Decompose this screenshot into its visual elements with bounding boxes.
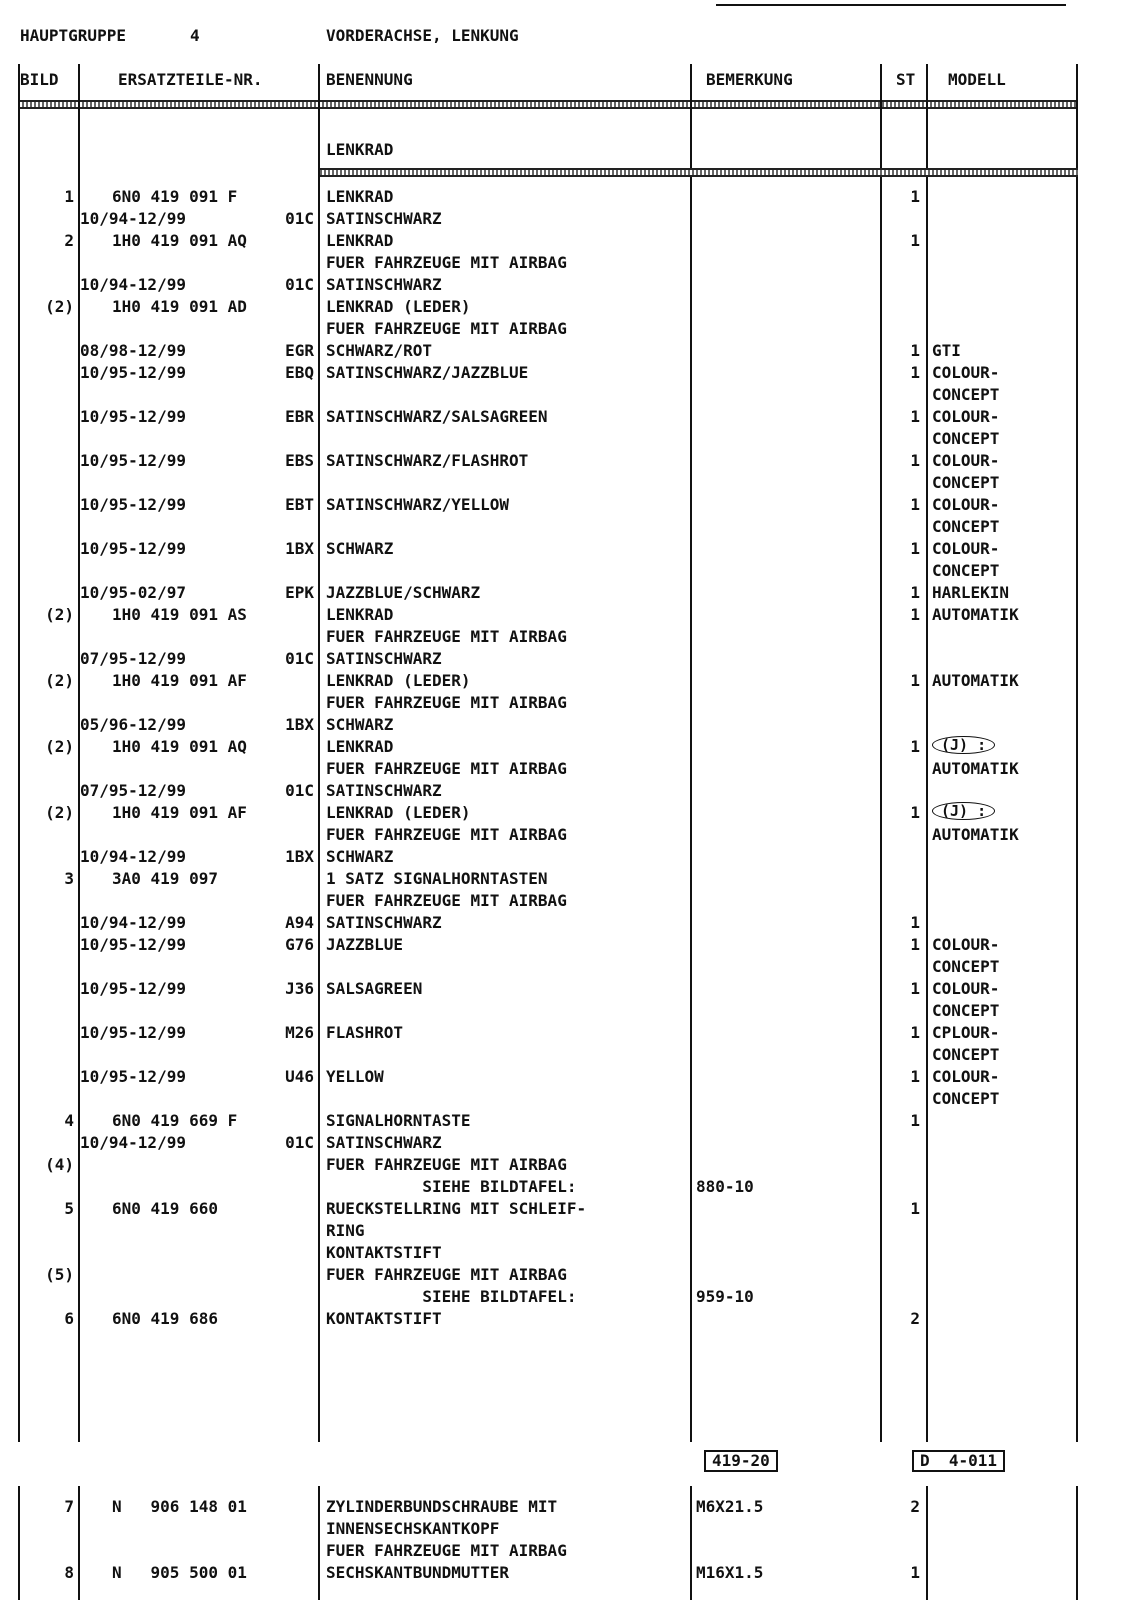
table-row [0,1286,1147,1308]
cell-color-code: G76 [285,935,314,954]
table-row [0,582,1147,604]
cell-quantity: 1 [910,451,920,470]
table-row [0,604,1147,626]
cell-bild: 7 [64,1497,74,1516]
cell-part-number: 1H0 419 091 AF [112,803,247,822]
cell-quantity: 1 [910,495,920,514]
cell-color-code: EPK [285,583,314,602]
table-row [0,1132,1147,1154]
table-row [0,1242,1147,1264]
cell-model: COLOUR- [932,539,1000,558]
cell-name: SATINSCHWARZ [326,781,442,800]
table-row [0,890,1147,912]
cell-name: FUER FAHRZEUGE MIT AIRBAG [326,627,567,646]
cell-part-number: 1H0 419 091 AS [112,605,247,624]
cell-model: CONCEPT [932,1045,1000,1064]
table-row [0,978,1147,1000]
cell-remark: 959-10 [696,1287,754,1306]
cell-bild: 8 [64,1563,74,1582]
col-header-part: ERSATZTEILE-NR. [118,70,263,89]
cell-color-code: M26 [285,1023,314,1042]
cell-quantity: 1 [910,913,920,932]
cell-date-range: 10/95-12/99 [80,451,186,470]
cell-color-code: 1BX [285,539,314,558]
cell-model: (J) : [932,802,995,820]
cell-part-number: N 906 148 01 [112,1497,247,1516]
table-row [0,780,1147,802]
table-row [0,472,1147,494]
top-edge-line [716,4,1066,6]
cell-date-range: 10/94-12/99 [80,913,186,932]
cell-bild: (4) [45,1155,74,1174]
table-row [0,384,1147,406]
cell-quantity: 1 [910,539,920,558]
cell-bild: (2) [45,671,74,690]
cell-model: AUTOMATIK [932,605,1019,624]
cell-name: SATINSCHWARZ/FLASHROT [326,451,529,470]
col-header-bild: BILD [20,70,59,89]
cell-name: LENKRAD (LEDER) [326,297,471,316]
cell-name: LENKRAD (LEDER) [326,671,471,690]
group-label: HAUPTGRUPPE [20,26,126,45]
cell-date-range: 10/94-12/99 [80,209,186,228]
cell-color-code: EBS [285,451,314,470]
cell-quantity: 1 [910,737,920,756]
table-row [0,648,1147,670]
table-row [0,758,1147,780]
cell-name: FUER FAHRZEUGE MIT AIRBAG [326,759,567,778]
cell-model: GTI [932,341,961,360]
table-row [0,1044,1147,1066]
cell-name: SCHWARZ/ROT [326,341,432,360]
cell-part-number: N 905 500 01 [112,1563,247,1582]
cell-name: SECHSKANTBUNDMUTTER [326,1563,510,1582]
cell-color-code: 01C [285,781,314,800]
cell-color-code: 1BX [285,715,314,734]
cell-date-range: 05/96-12/99 [80,715,186,734]
cell-model: CONCEPT [932,473,1000,492]
cell-quantity: 1 [910,407,920,426]
cell-model: COLOUR- [932,363,1000,382]
table-row [0,692,1147,714]
cell-color-code: 01C [285,209,314,228]
table-row [0,450,1147,472]
cell-name: FUER FAHRZEUGE MIT AIRBAG [326,1541,567,1560]
cell-color-code: 01C [285,1133,314,1152]
cell-quantity: 2 [910,1309,920,1328]
table-row [0,1540,1147,1562]
cell-date-range: 07/95-12/99 [80,649,186,668]
cell-remark: 880-10 [696,1177,754,1196]
table-row [0,208,1147,230]
cell-part-number: 6N0 419 091 F [112,187,238,206]
table-row [0,1264,1147,1286]
cell-bild: 6 [64,1309,74,1328]
cell-date-range: 10/94-12/99 [80,275,186,294]
cell-color-code: 01C [285,649,314,668]
cell-model: COLOUR- [932,1067,1000,1086]
cell-date-range: 10/94-12/99 [80,847,186,866]
cell-model: CONCEPT [932,1001,1000,1020]
cell-date-range: 10/95-12/99 [80,539,186,558]
cell-name: LENKRAD [326,737,394,756]
cell-quantity: 1 [910,1023,920,1042]
cell-name: SIEHE BILDTAFEL: [326,1287,577,1306]
table-row [0,1220,1147,1242]
table-row [0,1518,1147,1540]
cell-date-range: 07/95-12/99 [80,781,186,800]
cell-name: FLASHROT [326,1023,404,1042]
cell-date-range: 08/98-12/99 [80,341,186,360]
cell-bild: (2) [45,803,74,822]
cell-model: CONCEPT [932,1089,1000,1108]
cell-model: COLOUR- [932,407,1000,426]
cell-name: 1 SATZ SIGNALHORNTASTEN [326,869,548,888]
cell-bild: 2 [64,231,74,250]
cell-color-code: EGR [285,341,314,360]
cell-name: RING [326,1221,365,1240]
cell-name: LENKRAD (LEDER) [326,803,471,822]
cell-part-number: 1H0 419 091 AQ [112,231,247,250]
cell-part-number: 1H0 419 091 AD [112,297,247,316]
cell-quantity: 1 [910,935,920,954]
cell-name: JAZZBLUE/SCHWARZ [326,583,481,602]
table-row [0,1088,1147,1110]
table-row [0,670,1147,692]
cell-quantity: 1 [910,803,920,822]
table-row [0,428,1147,450]
cell-quantity: 1 [910,605,920,624]
cell-color-code: 01C [285,275,314,294]
cell-bild: (2) [45,297,74,316]
table-row [0,956,1147,978]
cell-name: SCHWARZ [326,539,394,558]
table-row [0,560,1147,582]
cell-name: FUER FAHRZEUGE MIT AIRBAG [326,319,567,338]
table-row [0,934,1147,956]
table-row [0,1562,1147,1584]
cell-quantity: 1 [910,1067,920,1086]
section-rule [320,168,1078,177]
cell-model: HARLEKIN [932,583,1010,602]
cell-color-code: EBT [285,495,314,514]
cell-model: COLOUR- [932,451,1000,470]
cell-date-range: 10/94-12/99 [80,1133,186,1152]
cell-bild: 3 [64,869,74,888]
cell-model: CPLOUR- [932,1023,1000,1042]
cell-name: SIGNALHORNTASTE [326,1111,471,1130]
section-title: LENKRAD [326,140,394,159]
cell-quantity: 1 [910,341,920,360]
cell-date-range: 10/95-12/99 [80,495,186,514]
cell-date-range: 10/95-02/97 [80,583,186,602]
table-row [0,714,1147,736]
cell-name: KONTAKTSTIFT [326,1243,442,1262]
cell-model: CONCEPT [932,957,1000,976]
cell-date-range: 10/95-12/99 [80,1023,186,1042]
cell-quantity: 1 [910,671,920,690]
cell-part-number: 3A0 419 097 [112,869,218,888]
cell-name: FUER FAHRZEUGE MIT AIRBAG [326,1155,567,1174]
cell-color-code: EBQ [285,363,314,382]
cell-model: (J) : [932,736,995,754]
cell-model: CONCEPT [932,385,1000,404]
cell-model: COLOUR- [932,935,1000,954]
cell-remark: M16X1.5 [696,1563,764,1582]
cell-color-code: A94 [285,913,314,932]
cell-name: FUER FAHRZEUGE MIT AIRBAG [326,693,567,712]
cell-name: FUER FAHRZEUGE MIT AIRBAG [326,825,567,844]
cell-quantity: 1 [910,231,920,250]
table-row [0,846,1147,868]
cell-model: AUTOMATIK [932,825,1019,844]
table-row [0,296,1147,318]
cell-name: FUER FAHRZEUGE MIT AIRBAG [326,1265,567,1284]
cell-model: CONCEPT [932,561,1000,580]
cell-model: AUTOMATIK [932,759,1019,778]
cell-part-number: 1H0 419 091 AF [112,671,247,690]
col-header-remark: BEMERKUNG [706,70,793,89]
cell-name: SCHWARZ [326,847,394,866]
cell-color-code: U46 [285,1067,314,1086]
cell-name: FUER FAHRZEUGE MIT AIRBAG [326,891,567,910]
cell-name: SALSAGREEN [326,979,423,998]
cell-date-range: 10/95-12/99 [80,1067,186,1086]
table-row [0,1496,1147,1518]
cell-quantity: 1 [910,1199,920,1218]
cell-quantity: 1 [910,583,920,602]
table-row [0,1198,1147,1220]
table-row [0,362,1147,384]
cell-model: CONCEPT [932,517,1000,536]
table-row [0,912,1147,934]
table-row [0,1110,1147,1132]
cell-model: CONCEPT [932,429,1000,448]
cell-date-range: 10/95-12/99 [80,363,186,382]
cell-name: SIEHE BILDTAFEL: [326,1177,577,1196]
cell-color-code: EBR [285,407,314,426]
table-row [0,340,1147,362]
header-rule [18,100,1078,109]
table-row [0,318,1147,340]
cell-quantity: 1 [910,979,920,998]
cell-name: FUER FAHRZEUGE MIT AIRBAG [326,253,567,272]
cell-bild: 1 [64,187,74,206]
cell-name: LENKRAD [326,605,394,624]
cell-name: SATINSCHWARZ [326,275,442,294]
cell-model: COLOUR- [932,979,1000,998]
table-row [0,1066,1147,1088]
cell-name: ZYLINDERBUNDSCHRAUBE MIT [326,1497,558,1516]
cell-part-number: 1H0 419 091 AQ [112,737,247,756]
table-row [0,230,1147,252]
cell-name: YELLOW [326,1067,384,1086]
table-row [0,186,1147,208]
cell-name: JAZZBLUE [326,935,404,954]
cell-part-number: 6N0 419 669 F [112,1111,238,1130]
cell-name: SATINSCHWARZ [326,913,442,932]
cell-date-range: 10/95-12/99 [80,935,186,954]
table-row [0,824,1147,846]
table-row [0,516,1147,538]
cell-quantity: 1 [910,187,920,206]
table-row [0,1176,1147,1198]
table-row [0,1154,1147,1176]
cell-color-code: J36 [285,979,314,998]
cell-bild: 4 [64,1111,74,1130]
table-row [0,538,1147,560]
cell-name: SATINSCHWARZ/JAZZBLUE [326,363,529,382]
cell-name: RUECKSTELLRING MIT SCHLEIF- [326,1199,587,1218]
page-code-box: D 4-011 [912,1450,1005,1472]
cell-date-range: 10/95-12/99 [80,979,186,998]
col-header-model: MODELL [948,70,1006,89]
table-row [0,274,1147,296]
cell-name: SATINSCHWARZ [326,1133,442,1152]
cell-name: KONTAKTSTIFT [326,1309,442,1328]
cell-name: SATINSCHWARZ/SALSAGREEN [326,407,548,426]
table-row [0,1308,1147,1330]
cell-bild: (2) [45,737,74,756]
group-title: VORDERACHSE, LENKUNG [326,26,519,45]
table-row [0,252,1147,274]
table-row [0,736,1147,758]
cell-date-range: 10/95-12/99 [80,407,186,426]
cell-name: LENKRAD [326,187,394,206]
group-number: 4 [190,26,200,45]
cell-name: SATINSCHWARZ/YELLOW [326,495,510,514]
cell-name: SATINSCHWARZ [326,649,442,668]
cell-name: SCHWARZ [326,715,394,734]
cell-quantity: 1 [910,1563,920,1582]
cell-part-number: 6N0 419 686 [112,1309,218,1328]
table-row [0,626,1147,648]
table-row [0,494,1147,516]
cell-quantity: 2 [910,1497,920,1516]
cell-bild: (5) [45,1265,74,1284]
cell-model: COLOUR- [932,495,1000,514]
cell-name: SATINSCHWARZ [326,209,442,228]
cell-bild: 5 [64,1199,74,1218]
page-ref-box: 419-20 [704,1450,778,1472]
table-row [0,1022,1147,1044]
cell-bild: (2) [45,605,74,624]
cell-quantity: 1 [910,1111,920,1130]
table-row [0,868,1147,890]
cell-part-number: 6N0 419 660 [112,1199,218,1218]
col-header-name: BENENNUNG [326,70,413,89]
table-row [0,802,1147,824]
cell-color-code: 1BX [285,847,314,866]
table-row [0,1000,1147,1022]
cell-name: LENKRAD [326,231,394,250]
cell-model: AUTOMATIK [932,671,1019,690]
col-header-st: ST [896,70,916,89]
table-row [0,406,1147,428]
cell-name: INNENSECHSKANTKOPF [326,1519,500,1538]
cell-quantity: 1 [910,363,920,382]
cell-remark: M6X21.5 [696,1497,764,1516]
